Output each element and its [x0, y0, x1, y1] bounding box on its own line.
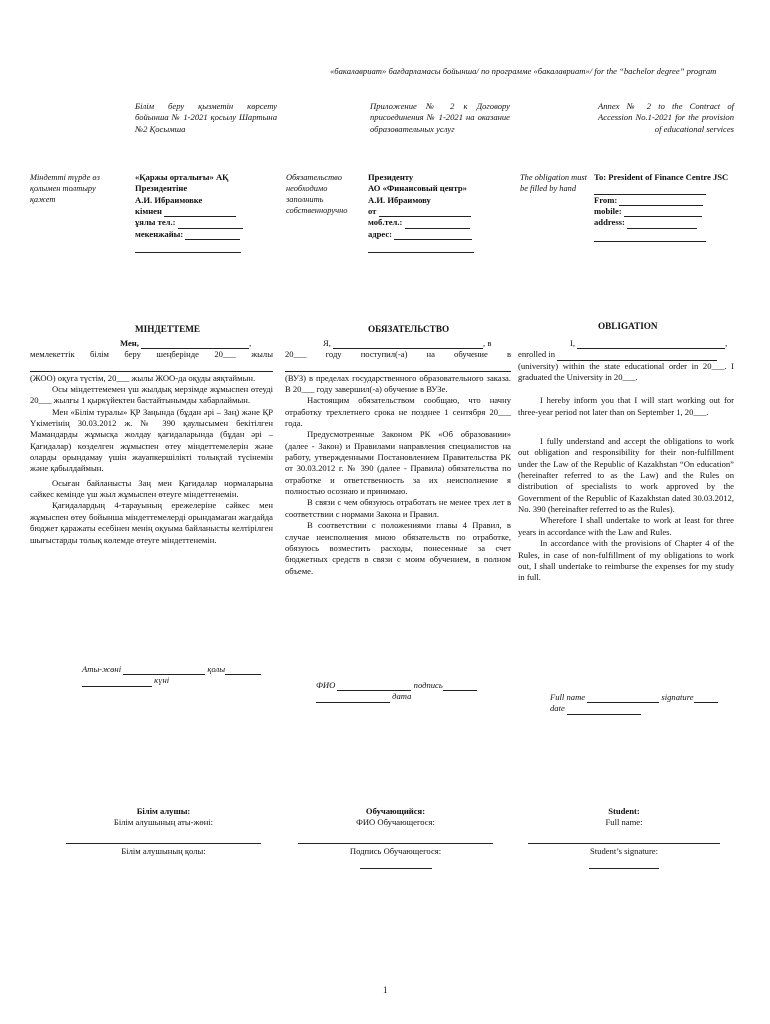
- en-p1a: I,: [570, 338, 576, 348]
- from-field-kz[interactable]: [164, 207, 236, 217]
- addressee-en: [594, 172, 734, 242]
- student-sign-field-ru[interactable]: [360, 859, 432, 869]
- annex-kz: Білім беру қызметін көрсету бойынша № 1-2021 қосылу Шартына №2 Қосымша: [135, 101, 277, 134]
- student-block-en: [528, 806, 720, 869]
- address-field-en[interactable]: [627, 219, 697, 229]
- extra-field-en[interactable]: [594, 232, 706, 242]
- en-signature-block: [550, 692, 730, 715]
- ru-sig-sign-label: подпись: [413, 680, 443, 690]
- addressee-kz: [135, 172, 255, 253]
- student-sign-label-kz: Білім алушының қолы:: [121, 845, 206, 856]
- ru-signature-block: [316, 680, 506, 703]
- from-field-ru[interactable]: [379, 207, 471, 217]
- student-name-field-kz[interactable]: [66, 829, 261, 844]
- en-p4: Wherefore I shall undertake to work at least for three years in accordance with the Law and Rules.: [518, 515, 734, 537]
- en-sig-date-label: date: [550, 703, 565, 714]
- kz-p1b: мемлекеттік білім беру шеңберінде 20___ жылы: [30, 349, 273, 360]
- kz-p1a: Мен,: [120, 338, 139, 348]
- phone-field-ru[interactable]: [405, 219, 470, 229]
- phone-label-ru: моб.тел.:: [368, 217, 403, 228]
- annex-ru: Приложение № 2 к Договору присоединения № 1-2021 на оказание образовательных услуг: [370, 101, 510, 134]
- side-note-ru: Обязательство необходимо заполнить собственноручно: [286, 173, 348, 216]
- student-title-kz: Білім алушы:: [136, 806, 191, 816]
- from-label-en: From:: [594, 194, 618, 205]
- address-field-kz[interactable]: [185, 230, 240, 240]
- en-p5: In accordance with the provisions of Chapter 4 of the Rules, in case of non-fulfillment of my obligations to work out, I shall undertake to reimburse the expenses for my study in full.: [518, 538, 734, 583]
- kz-p4: Осыған байланысты Заң мен Қағидалар нормаларына сәйкес кемінде үш жыл жұмыспен өтеуге міндеттенемін.: [30, 477, 273, 500]
- en-p1b: enrolled in: [518, 349, 555, 360]
- addressee-ru: [368, 172, 488, 253]
- ru-p4: В связи с чем обязуюсь отработать не менее трех лет в соответствии с нормами Закона и Правил.: [285, 497, 511, 519]
- student-name-label-en: Full name:: [605, 817, 643, 828]
- student-name-label-kz: Білім алушының аты-жөні:: [113, 817, 214, 828]
- student-block-kz: [66, 806, 261, 857]
- annex-en: Annex № 2 to the Contract of Accession No.1-2021 for the provision of educational services: [598, 101, 734, 134]
- addressee-ru-line3: А.И. Ибраимову: [368, 194, 431, 205]
- side-note-en: The obligation must be filled by hand: [520, 173, 588, 194]
- phone-field-kz[interactable]: [178, 219, 243, 229]
- addressee-ru-line2: АО «Финансовый центр»: [368, 183, 467, 194]
- extra-field-ru[interactable]: [368, 243, 474, 253]
- en-p2: I hereby inform you that I will start working out for three-year period not later than on September 1, 20___.: [518, 395, 734, 417]
- ru-sig-name-field[interactable]: [337, 681, 411, 691]
- address-label-kz: мекенжайы:: [135, 228, 184, 239]
- en-sig-sign-field[interactable]: [694, 693, 718, 703]
- addressee-kz-line2: Президентіне: [135, 183, 188, 194]
- ru-name-field[interactable]: [333, 339, 483, 349]
- page-number: 1: [383, 985, 388, 995]
- en-sig-name-field[interactable]: [587, 693, 659, 703]
- ru-p3: Предусмотренные Законом РК «Об образовании» (далее - Закон) и Правилами направления специалистов на работу, утвержденными Постановлением Правительства РК от 30.03.2012 г. № 390 (далее - Правила) обязательства по отработке и ответственность за их неисполнение я полностью осознаю и принимаю.: [285, 429, 511, 497]
- heading-en: OBLIGATION: [598, 321, 658, 331]
- kz-sig-sign-field[interactable]: [225, 665, 261, 675]
- address-label-en: address:: [594, 217, 625, 228]
- address-field-ru[interactable]: [394, 230, 472, 240]
- kz-sig-name-field[interactable]: [123, 665, 205, 675]
- ru-sig-date-label: дата: [392, 691, 412, 702]
- side-note-kz: Міндетті түрде өз қолымен толтыру қажет: [30, 173, 100, 205]
- ru-p1a: Я,: [323, 338, 331, 348]
- kz-p3: Мен «Білім туралы» ҚР Заңында (бұдан әрі – Заң) және ҚР Үкіметінің 30.03.2012 ж. № 390 қаулысымен бекітілген Мамандарды жұмысқа жолдау қағидаларында (бұдан әрі – Қағидалар) көзделген жұмыспен өтеу міндеттемелерін және оларды орындамау үшін жауапкершілікті толықтай түсінемін және қабылдаймын.: [30, 406, 273, 474]
- addressee-ru-line1: Президенту: [368, 172, 414, 182]
- heading-ru: ОБЯЗАТЕЛЬСТВО: [368, 324, 450, 334]
- ru-p1c: 20___ году поступил(-а) на обучение в: [285, 349, 511, 360]
- en-p1c: (university) within the state educational order in 20___. I graduated the University in 20___.: [518, 360, 734, 383]
- kz-name-field[interactable]: [141, 339, 249, 349]
- en-sig-sign-label: signature: [661, 692, 694, 702]
- en-name-field[interactable]: [577, 339, 725, 349]
- en-p3: I fully understand and accept the obligations to work out obligation and responsibility for their non-fulfillment under the Law of the Republic of Kazakhstan “On education” (hereinafter referred to as the Law) and the Rules on distribution of specialists to work approved by the Government of the Republic of Kazakhstan dated 30.03.2012, No. 390 (hereinafter referred to as the Rules).: [518, 436, 734, 515]
- ru-sig-sign-field[interactable]: [443, 681, 477, 691]
- body-ru: Я, , в 20___ году поступил(-а) на обучение в (ВУЗ) в пределах государственного образовательного заказа. В 20___ году завершил(-а) обучение в ВУЗе. Настоящим обязательством сообщаю, что начну отработку трехлетнего срока не позднее 1 сентября 20___ года. Предусмотренные Законом РК «Об образовании» (далее - Закон) и Правилами направления специалистов на работу, утвержденными Постановлением Правительства РК от 30.03.2012 г. № 390 (далее - Правила) обязательства по отработке и ответственность за их неисполнение я полностью осознаю и принимаю. В связи с чем обязуюсь отработать не менее трех лет в соответствии с нормами Закона и Правил. В соответствии с положениями главы 4 Правил, в случае неисполнения мною обязательств по отработке, обязуюсь возместить расходы, понесенные за счет бюджетных средств в связи с моим обучением, в полном объеме.: [285, 338, 511, 576]
- ru-p5: В соответствии с положениями главы 4 Правил, в случае неисполнения мною обязательств по отработке, обязуюсь возместить расходы, понесенные за счет бюджетных средств в связи с моим обучением, в полном объеме.: [285, 520, 511, 576]
- addressee-kz-line1: «Қаржы орталығы» АҚ: [135, 172, 229, 182]
- mobile-label-en: mobile:: [594, 206, 622, 217]
- body-en: I, , enrolled in (university) within the state educational order in 20___. I graduated the University in 20___. I hereby inform you that I will start working out for three-year period not later than on September 1, 20___. I fully understand and accept the obligations to work out obligation and responsibility for their non-fulfillment under the Law of the Republic of Kazakhstan “On education” (hereinafter referred to as the Law) and the Rules on distribution of specialists to work approved by the Government of the Republic of Kazakhstan dated 30.03.2012, No. 390 (hereinafter referred to as the Rules). Wherefore I shall undertake to work at least for three years in accordance with the Law and Rules. In accordance with the provisions of Chapter 4 of the Rules, in case of non-fulfillment of my obligations to work out, I shall undertake to reimburse the expenses for my study in full.: [518, 338, 734, 583]
- student-name-label-ru: ФИО Обучающегося:: [356, 817, 435, 828]
- student-sign-label-en: Student’s signature:: [589, 845, 659, 856]
- kz-sig-sign-label: қолы: [207, 664, 226, 674]
- from-field-en[interactable]: [619, 196, 703, 206]
- ru-p1b: в: [487, 338, 492, 348]
- from-label-kz: кімнен: [135, 206, 162, 217]
- student-sign-label-ru: Подпись Обучающегося:: [349, 845, 442, 856]
- student-name-field-ru[interactable]: [298, 829, 493, 844]
- student-title-ru: Обучающийся:: [365, 806, 426, 816]
- addressee-kz-line3: А.И. Ибраимовке: [135, 194, 203, 205]
- student-block-ru: [298, 806, 493, 869]
- phone-label-kz: ұялы тел.:: [135, 217, 176, 228]
- student-sign-field-en[interactable]: [589, 859, 659, 869]
- kz-p5: Қағидалардың 4-тарауының ережелеріне сәйкес мен жұмыспен өтеу бойынша міндеттемелерді орындамаған жағдайда бюджет қаражаты есебінен менің оқуыма байланысты келтірілген шығыстарды толық көлемде өтеуге міндеттенемін.: [30, 500, 273, 545]
- student-title-en: Student:: [608, 806, 640, 816]
- heading-kz: МІНДЕТТЕМЕ: [135, 324, 201, 334]
- from-label-ru: от: [368, 206, 377, 217]
- ru-p2: Настоящим обязательством сообщаю, что начну отработку трехлетнего срока не позднее 1 сентября 20___ года.: [285, 395, 511, 429]
- kz-p2: Осы міндеттемемен үш жылдық мерзімде жұмыспен өтеуді 20___ жылғы 1 қыркүйектен бастайтынымды хабарлаймын.: [30, 384, 273, 406]
- en-university-field[interactable]: [557, 351, 717, 361]
- ru-sig-date-field[interactable]: [316, 693, 390, 703]
- ru-sig-name-label: ФИО: [316, 680, 336, 690]
- ru-university-field[interactable]: [285, 361, 511, 372]
- extra-field-kz[interactable]: [135, 243, 241, 253]
- program-note: «бакалавриат» бағдарламасы бойынша/ по программе «бакалавриат»/ for the “bachelor degree” program: [330, 66, 717, 76]
- ru-p1d: (ВУЗ) в пределах государственного образовательного заказа. В 20___ году завершил(-а) обучение в ВУЗе.: [285, 372, 511, 395]
- addressee-en-line1: To: President of Finance Centre JSC: [594, 172, 729, 182]
- name-field-en[interactable]: [594, 185, 706, 195]
- body-kz: Мен, , мемлекеттік білім беру шеңберінде 20___ жылы (ЖОО) оқуға түстім, 20___ жылы ЖОО-да оқуды аяқтаймын. Осы міндеттемемен үш жылдық мерзімде жұмыспен өтеуді 20___ жылғы 1 қыркүйектен бастайтынымды хабарлаймын. Мен «Білім туралы» ҚР Заңында (бұдан әрі – Заң) және ҚР Үкіметінің 30.03.2012 ж. № 390 қаулысымен бекітілген Мамандарды жұмысқа жолдау қағидаларында (бұдан әрі – Қағидалар) көзделген жұмыспен өтеу міндеттемелерін және оларды орындамау үшін жауапкершілікті толықтай түсінемін және қабылдаймын. Осыған байланысты Заң мен Қағидалар нормаларына сәйкес кемінде үш жыл жұмыспен өтеуге міндеттенемін. Қағидалардың 4-тарауының ережелеріне сәйкес мен жұмыспен өтеу бойынша міндеттемелерді орындамаған жағдайда бюджет қаражаты есебінен менің оқуыма байланысты келтірілген шығыстарды толық көлемде өтеуге міндеттенемін.: [30, 338, 273, 545]
- student-name-field-en[interactable]: [528, 829, 720, 844]
- kz-university-field[interactable]: [30, 361, 273, 372]
- kz-signature-block: [82, 664, 272, 687]
- address-label-ru: адрес:: [368, 228, 393, 239]
- mobile-field-en[interactable]: [624, 207, 702, 217]
- kz-p1c: (ЖОО) оқуға түстім, 20___ жылы ЖОО-да оқуды аяқтаймын.: [30, 372, 256, 383]
- en-sig-name-label: Full name: [550, 692, 586, 702]
- kz-sig-name-label: Аты-жөні: [82, 664, 122, 674]
- kz-sig-date-label: күні: [154, 675, 170, 686]
- en-sig-date-field[interactable]: [567, 705, 641, 715]
- kz-sig-date-field[interactable]: [82, 677, 152, 687]
